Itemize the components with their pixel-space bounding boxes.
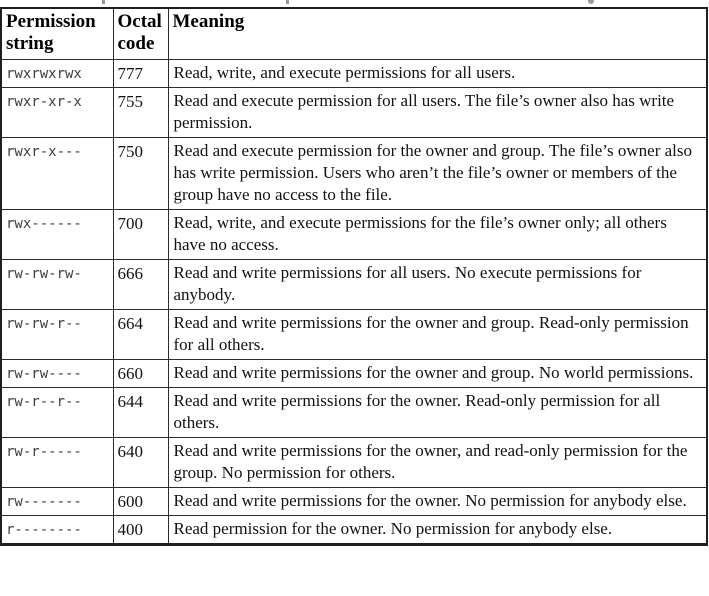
permission-string-cell: rw------- bbox=[1, 487, 113, 515]
octal-code-cell: 644 bbox=[113, 387, 168, 437]
cropped-text-remnant bbox=[588, 0, 594, 4]
octal-code-cell: 700 bbox=[113, 209, 168, 259]
table-row bbox=[1, 209, 707, 259]
permission-string-cell: r-------- bbox=[1, 515, 113, 544]
meaning-cell: Read and write permissions for the owner. Read-only permission for all others. bbox=[168, 387, 707, 437]
meaning-cell: Read and write permissions for the owner. No permission for anybody else. bbox=[168, 487, 707, 515]
permission-string-cell: rw-rw-r-- bbox=[1, 309, 113, 359]
octal-code-cell: 600 bbox=[113, 487, 168, 515]
permission-string-cell: rw-rw---- bbox=[1, 359, 113, 387]
permission-string-cell: rwxrwxrwx bbox=[1, 59, 113, 87]
permission-string-cell: rw-r----- bbox=[1, 437, 113, 487]
octal-code-cell: 666 bbox=[113, 259, 168, 309]
header-row bbox=[1, 8, 707, 59]
meaning-cell: Read and write permissions for the owner, and read-only permission for the group. No permission for others. bbox=[168, 437, 707, 487]
octal-code-cell: 660 bbox=[113, 359, 168, 387]
cropped-text-remnant bbox=[102, 0, 105, 4]
permission-string-cell: rwxr-x--- bbox=[1, 137, 113, 209]
col-header-octal-code: Octal code bbox=[113, 8, 168, 59]
octal-code-cell: 400 bbox=[113, 515, 168, 544]
meaning-cell: Read, write, and execute permissions for all users. bbox=[168, 59, 707, 87]
table-row bbox=[1, 515, 707, 544]
octal-code-cell: 640 bbox=[113, 437, 168, 487]
table-row bbox=[1, 359, 707, 387]
cropped-text-remnant bbox=[286, 0, 289, 4]
table-row bbox=[1, 387, 707, 437]
table-row bbox=[1, 137, 707, 209]
permission-string-cell: rwx------ bbox=[1, 209, 113, 259]
table-row bbox=[1, 259, 707, 309]
permissions-table bbox=[0, 7, 708, 546]
meaning-cell: Read and write permissions for the owner and group. No world permissions. bbox=[168, 359, 707, 387]
octal-code-cell: 750 bbox=[113, 137, 168, 209]
permission-string-cell: rwxr-xr-x bbox=[1, 87, 113, 137]
octal-code-cell: 664 bbox=[113, 309, 168, 359]
table-row bbox=[1, 59, 707, 87]
col-header-permission-string: Permission string bbox=[1, 8, 113, 59]
meaning-cell: Read and write permissions for all users. No execute permissions for anybody. bbox=[168, 259, 707, 309]
meaning-cell: Read and execute permission for all users. The file’s owner also has write permission. bbox=[168, 87, 707, 137]
meaning-cell: Read and write permissions for the owner and group. Read-only permission for all others. bbox=[168, 309, 707, 359]
octal-code-cell: 755 bbox=[113, 87, 168, 137]
table-row bbox=[1, 87, 707, 137]
meaning-cell: Read and execute permission for the owner and group. The file’s owner also has write permission. Users who aren’t the file’s owner or members of the group have no access to the file. bbox=[168, 137, 707, 209]
table-row bbox=[1, 309, 707, 359]
table-row bbox=[1, 487, 707, 515]
meaning-cell: Read permission for the owner. No permission for anybody else. bbox=[168, 515, 707, 544]
octal-code-cell: 777 bbox=[113, 59, 168, 87]
table-row bbox=[1, 437, 707, 487]
permission-string-cell: rw-r--r-- bbox=[1, 387, 113, 437]
permission-string-cell: rw-rw-rw- bbox=[1, 259, 113, 309]
meaning-cell: Read, write, and execute permissions for the file’s owner only; all others have no access. bbox=[168, 209, 707, 259]
col-header-meaning: Meaning bbox=[168, 8, 707, 59]
